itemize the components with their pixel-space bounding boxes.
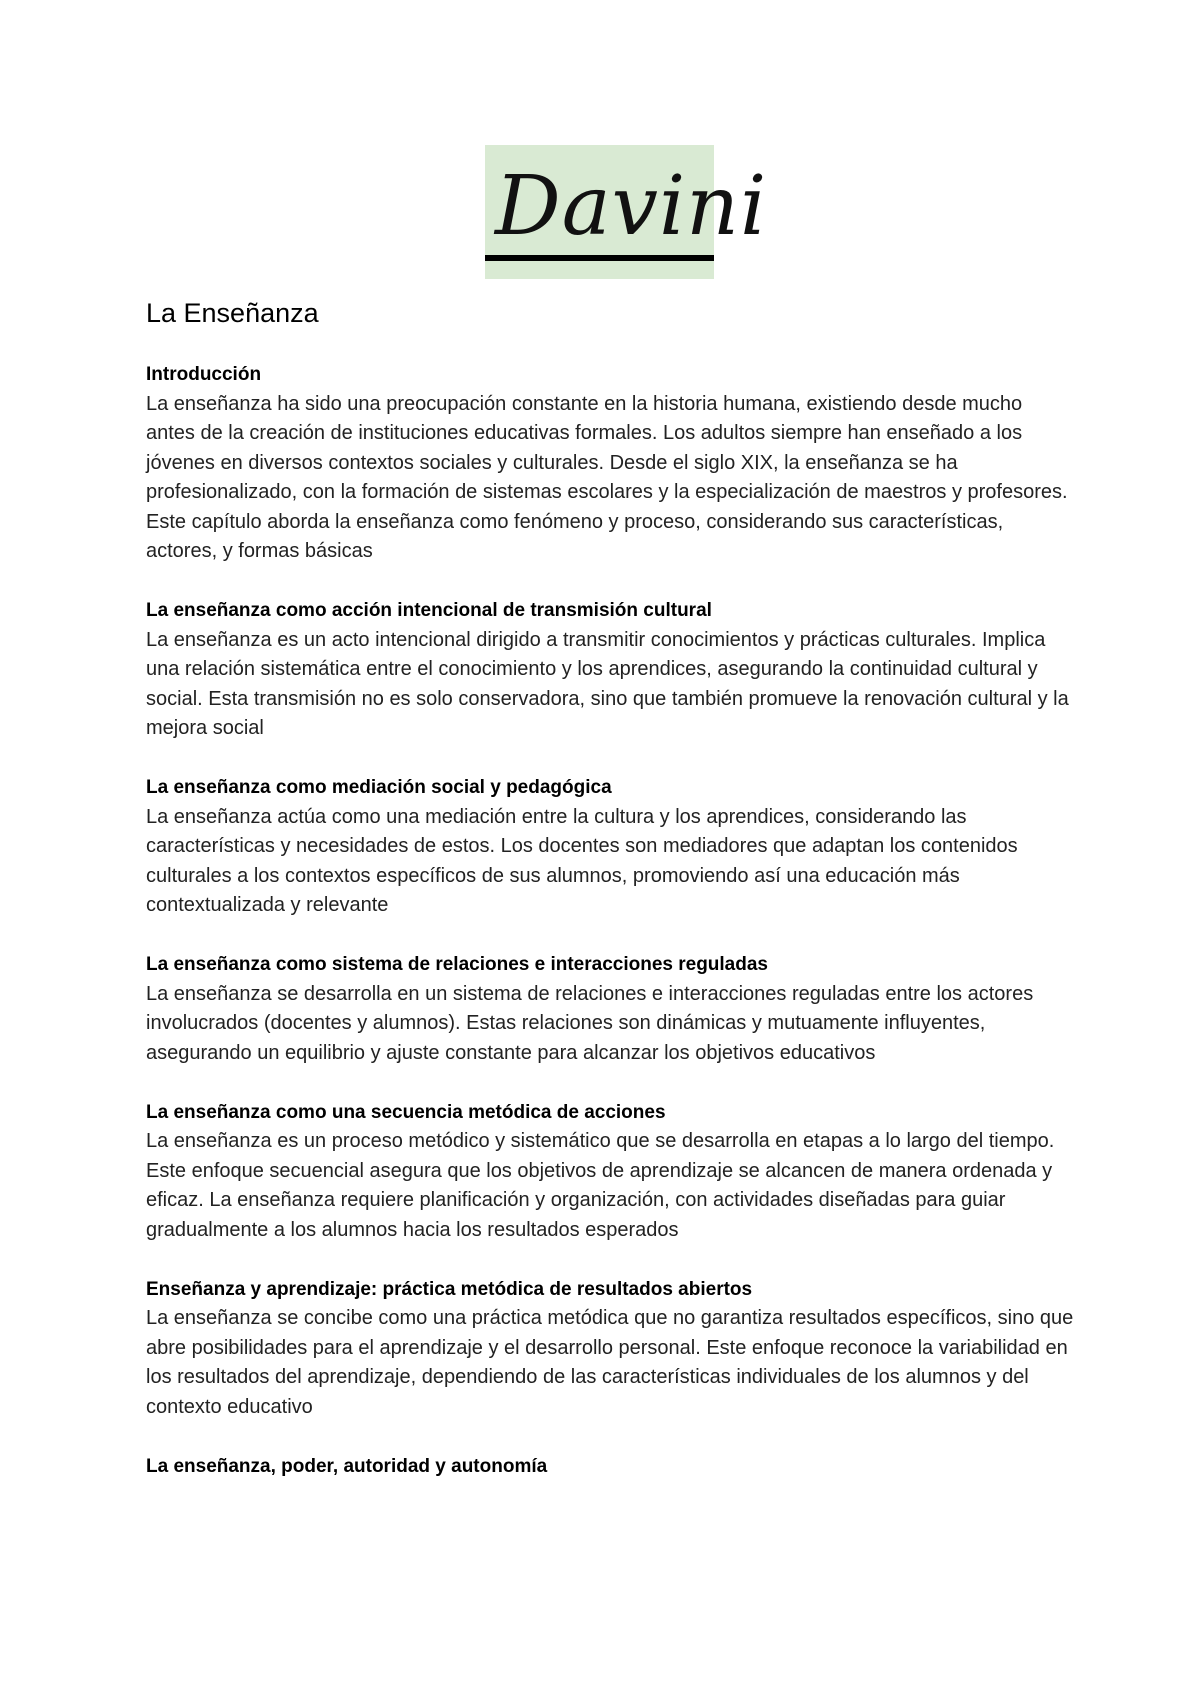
section-heading: La enseñanza como sistema de relaciones e interacciones reguladas bbox=[146, 954, 768, 975]
section-mediacion-social bbox=[146, 773, 1076, 921]
section-heading: La enseñanza como una secuencia metódica de acciones bbox=[146, 1101, 666, 1123]
section-body: La enseñanza es un acto intencional dirigido a transmitir conocimientos y prácticas culturales. Implica una relación sistemática entre el conocimiento y los aprendices, asegurando la continuidad cultural y social. Esta transmisión no es solo conservadora, sino que también promueve la renovación cultural y la mejora social bbox=[146, 628, 1069, 739]
section-introduccion bbox=[146, 360, 1076, 567]
section-resultados-abiertos bbox=[146, 1275, 1076, 1423]
section-body: La enseñanza ha sido una preocupación constante en la historia humana, existiendo desde mucho antes de la creación de instituciones educativas formales. Los adultos siempre han enseñado a los jóvenes en diversos contextos sociales y culturales. Desde el siglo XIX, la enseñanza se ha profesionalizado, con la formación de sistemas escolares y la especialización de maestros y profesores. Este capítulo aborda la enseñanza como fenómeno y proceso, considerando sus características, actores, y formas básicas bbox=[146, 392, 1068, 562]
logo-wordmark: Davini bbox=[495, 159, 768, 254]
section-heading: Enseñanza y aprendizaje: práctica metódica de resultados abiertos bbox=[146, 1278, 753, 1300]
section-heading: La enseñanza como acción intencional de transmisión cultural bbox=[146, 600, 712, 621]
section-body: La enseñanza se desarrolla en un sistema de relaciones e interacciones reguladas entre los actores involucrados (docentes y alumnos). Estas relaciones son dinámicas y mutuamente influyentes, asegurando un equilibrio y ajuste constante para alcanzar los objetivos educativos bbox=[146, 982, 1034, 1064]
logo-box bbox=[485, 145, 768, 279]
section-heading: La enseñanza como mediación social y pedagógica bbox=[146, 777, 612, 798]
document-title: La Enseñanza bbox=[146, 298, 319, 328]
section-body: La enseñanza actúa como una mediación entre la cultura y los aprendices, considerando las características y necesidades de estos. Los docentes son mediadores que adaptan los contenidos culturales a los contextos específicos de sus alumnos, promoviendo así una educación más contextualizada y relevante bbox=[146, 805, 1018, 916]
section-poder-autoridad bbox=[146, 1452, 1076, 1482]
section-secuencia-metodica bbox=[146, 1098, 1076, 1246]
section-body: La enseñanza se concibe como una práctica metódica que no garantiza resultados específicos, sino que abre posibilidades para el aprendizaje y el desarrollo personal. Este enfoque reconoce la variabilidad en los resultados del aprendizaje, dependiendo de las características individuales de los alumnos y del contexto educativo bbox=[146, 1307, 1074, 1418]
section-heading: Introducción bbox=[146, 364, 262, 385]
section-transmision-cultural bbox=[146, 596, 1076, 744]
section-heading: La enseñanza, poder, autoridad y autonomía bbox=[146, 1455, 548, 1477]
section-sistema-relaciones bbox=[146, 950, 1076, 1068]
document-content bbox=[146, 296, 1076, 1511]
section-body: La enseñanza es un proceso metódico y sistemático que se desarrolla en etapas a lo largo del tiempo. Este enfoque secuencial asegura que los objetivos de aprendizaje se alcancen de manera ordenada y eficaz. La enseñanza requiere planificación y organización, con actividades diseñadas para guiar gradualmente a los alumnos hacia los resultados esperados bbox=[146, 1130, 1055, 1241]
logo-underline bbox=[485, 255, 714, 261]
